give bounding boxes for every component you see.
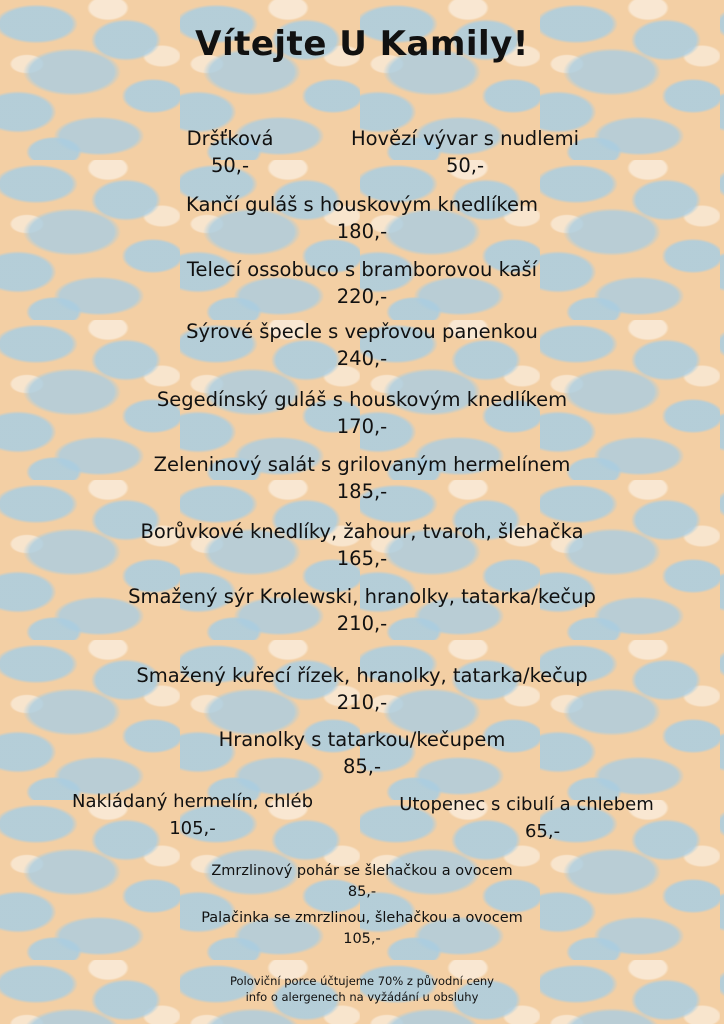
item-name: Zmrzlinový pohár se šlehačkou a ovocem bbox=[211, 863, 513, 879]
menu-item-main-5 bbox=[0, 451, 724, 505]
item-price: 105,- bbox=[343, 931, 381, 947]
item-price: 220,- bbox=[336, 285, 388, 308]
item-price: 85,- bbox=[342, 755, 382, 778]
menu-item-dessert-2 bbox=[0, 908, 724, 950]
item-price: 170,- bbox=[336, 415, 388, 438]
item-price: 165,- bbox=[336, 547, 388, 570]
menu-item-soup-2 bbox=[330, 125, 600, 179]
menu-item-main-8 bbox=[0, 662, 724, 716]
item-price: 65,- bbox=[524, 821, 561, 842]
note-half-portion: Poloviční porce účtujeme 70% z původní ceny bbox=[229, 974, 494, 988]
item-price: 50,- bbox=[210, 154, 250, 177]
menu-item-main-6 bbox=[0, 518, 724, 572]
item-price: 210,- bbox=[336, 691, 388, 714]
item-name: Borůvkové knedlíky, žahour, tvaroh, šlehačka bbox=[140, 520, 584, 543]
item-name: Utopenec s cibulí a chlebem bbox=[399, 794, 654, 815]
item-price: 210,- bbox=[336, 612, 388, 635]
item-name: Smažený kuřecí řízek, hranolky, tatarka/kečup bbox=[136, 664, 588, 687]
menu-item-side-2 bbox=[384, 791, 669, 845]
item-name: Smažený sýr Krolewski, hranolky, tatarka/kečup bbox=[128, 585, 596, 608]
item-price: 105,- bbox=[169, 818, 216, 839]
item-name: Nakládaný hermelín, chléb bbox=[71, 791, 314, 812]
menu-item-main-4 bbox=[0, 386, 724, 440]
menu-item-main-2 bbox=[0, 256, 724, 310]
footer-notes bbox=[0, 973, 724, 1005]
item-price: 240,- bbox=[336, 347, 388, 370]
menu-item-main-3 bbox=[0, 318, 724, 372]
note-allergens: info o alergenech na vyžádání u obsluhy bbox=[245, 990, 479, 1004]
menu-item-soup-1 bbox=[170, 125, 290, 179]
menu-item-main-7 bbox=[0, 583, 724, 637]
menu-item-main-9 bbox=[0, 726, 724, 780]
item-name: Telecí ossobuco s bramborovou kaší bbox=[186, 258, 538, 281]
item-name: Segedínský guláš s houskovým knedlíkem bbox=[156, 388, 568, 411]
item-price: 85,- bbox=[347, 884, 377, 900]
item-name: Palačinka se zmrzlinou, šlehačkou a ovocem bbox=[201, 910, 523, 926]
page-title: Vítejte U Kamily! bbox=[195, 24, 529, 64]
item-name: Sýrové špecle s vepřovou panenkou bbox=[186, 320, 538, 343]
menu-item-dessert-1 bbox=[0, 861, 724, 903]
item-name: Dršťková bbox=[186, 127, 274, 150]
item-price: 180,- bbox=[336, 220, 388, 243]
menu-item-main-1 bbox=[0, 191, 724, 245]
item-name: Zeleninový salát s grilovaným hermelínem bbox=[153, 453, 571, 476]
item-price: 185,- bbox=[336, 480, 388, 503]
item-price: 50,- bbox=[445, 154, 485, 177]
menu-item-side-1 bbox=[55, 788, 330, 842]
item-name: Hovězí vývar s nudlemi bbox=[350, 127, 580, 150]
item-name: Hranolky s tatarkou/kečupem bbox=[218, 728, 506, 751]
item-name: Kančí guláš s houskovým knedlíkem bbox=[186, 193, 538, 216]
